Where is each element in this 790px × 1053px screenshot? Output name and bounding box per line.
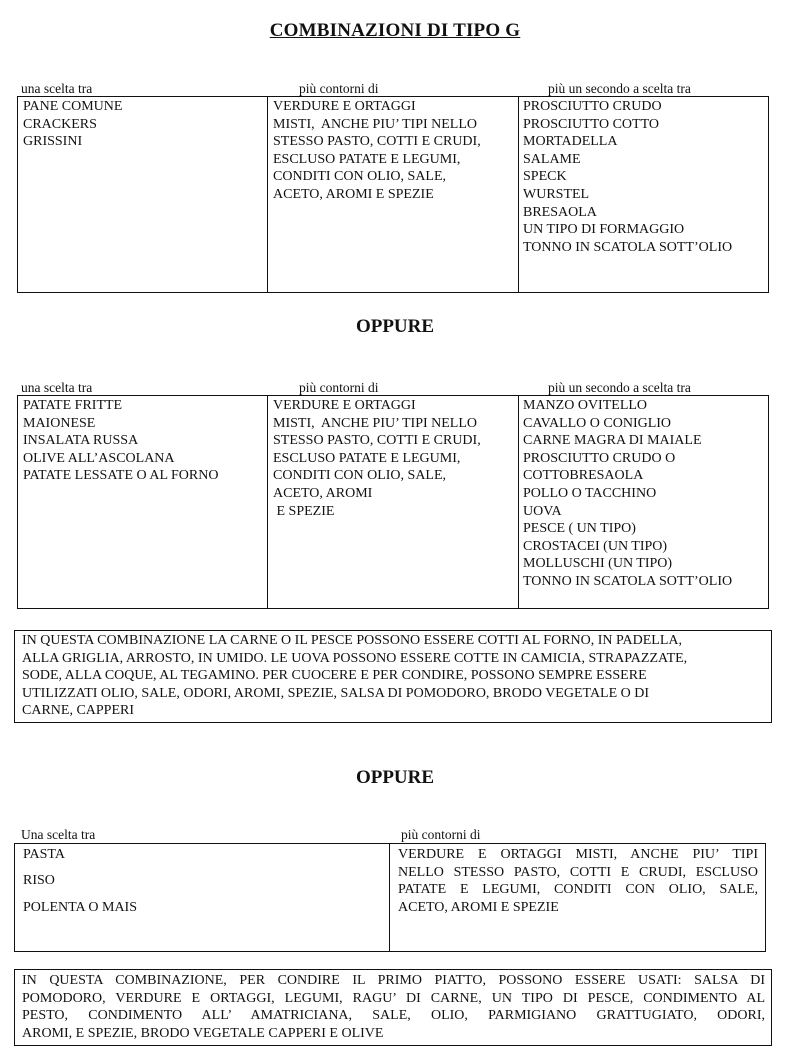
- list-item: COTTOBRESAOLA: [523, 468, 644, 484]
- oppure-heading-1: OPPURE: [355, 316, 435, 337]
- list-item: CRACKERS: [23, 116, 97, 132]
- list-item: MANZO OVITELLO: [523, 398, 648, 413]
- list-item: MAIONESE: [23, 415, 96, 431]
- note-line: IN QUESTA COMBINAZIONE, PER CONDIRE IL PRIMO PIATTO, POSSONO ESSERE USATI: SALSA DI: [22, 973, 765, 988]
- list-item: TONNO IN SCATOLA SOTT’OLIO: [523, 573, 733, 589]
- list-item: E SPEZIE: [273, 503, 335, 519]
- list-item: PROSCIUTTO CRUDO O: [523, 450, 676, 466]
- table1-col-sides: [273, 98, 481, 204]
- list-item: CAVALLO O CONIGLIO: [523, 415, 672, 431]
- list-item: OLIVE ALL’ASCOLANA: [23, 450, 175, 466]
- list-item: CONDITI CON OLIO, SALE,: [273, 169, 447, 185]
- list-item: PASTA: [23, 847, 65, 862]
- table2-col-choice: [23, 397, 218, 485]
- table1-col-second: [523, 98, 732, 256]
- list-item: CROSTACEI (UN TIPO): [523, 538, 668, 554]
- note-line: CARNE, CAPPERI: [22, 703, 135, 718]
- list-item: BRESAOLA: [523, 204, 597, 220]
- note-line: AROMI, E SPEZIE, BRODO VEGETALE CAPPERI E OLIVE: [22, 1025, 384, 1041]
- table2-header-sides: più contorni di: [299, 380, 379, 395]
- list-item: SPECK: [523, 169, 567, 185]
- note-2-text: [22, 972, 765, 1042]
- list-item: POLLO O TACCHINO: [523, 485, 657, 501]
- table3-header-sides: più contorni di: [401, 827, 481, 842]
- note-1-text: [22, 632, 767, 720]
- list-item: MOLLUSCHI (UN TIPO): [523, 556, 673, 572]
- list-item: ESCLUSO PATATE E LEGUMI,: [273, 450, 461, 466]
- table2-divider-2: [518, 395, 519, 609]
- table2-header-choice: una scelta tra: [21, 380, 93, 395]
- list-item: UN TIPO DI FORMAGGIO: [523, 222, 685, 238]
- list-item: STESSO PASTO, COTTI E CRUDI,: [273, 433, 481, 449]
- list-item: ACETO, AROMI E SPEZIE: [273, 186, 434, 202]
- table1-header-sides: più contorni di: [299, 81, 379, 96]
- list-item: RISO: [23, 873, 55, 888]
- list-item: MORTADELLA: [523, 134, 618, 150]
- list-item: VERDURE E ORTAGGI MISTI, ANCHE PIU’ TIPI: [398, 847, 758, 862]
- list-item: PATATE FRITTE: [23, 398, 123, 413]
- list-item: STESSO PASTO, COTTI E CRUDI,: [273, 134, 481, 150]
- table3-divider: [389, 843, 390, 952]
- list-item: WURSTEL: [523, 186, 590, 202]
- table2-col-second: [523, 397, 732, 591]
- note-line: SODE, ALLA COQUE, AL TEGAMINO. PER CUOCERE E PER CONDIRE, POSSONO SEMPRE ESSERE: [22, 668, 647, 683]
- table1-col-choice: [23, 98, 122, 151]
- table3-header-choice: Una scelta tra: [21, 827, 96, 842]
- oppure-heading-2: OPPURE: [355, 767, 435, 788]
- note-line: ALLA GRIGLIA, ARROSTO, IN UMIDO. LE UOVA POSSONO ESSERE COTTE IN CAMICIA, STRAPAZZATE,: [22, 650, 688, 666]
- note-line: UTILIZZATI OLIO, SALE, ODORI, AROMI, SPEZIE, SALSA DI POMODORO, BRODO VEGETALE O DI: [22, 685, 650, 701]
- table2-header-second: più un secondo a scelta tra: [548, 380, 691, 395]
- list-item: PESCE ( UN TIPO): [523, 521, 636, 537]
- table3-col-sides: [398, 846, 758, 916]
- list-item: PROSCIUTTO COTTO: [523, 116, 660, 132]
- list-item: NELLO STESSO PASTO, COTTI E CRUDI, ESCLUSO: [398, 864, 758, 880]
- list-item: CONDITI CON OLIO, SALE,: [273, 468, 447, 484]
- list-item: UOVA: [523, 503, 562, 519]
- list-item: SALAME: [523, 151, 581, 167]
- note-line: POMODORO, VERDURE E ORTAGGI, LEGUMI, RAGU’ DI CARNE, UN TIPO DI PESCE, CONDIMENTO AL: [22, 990, 765, 1006]
- list-item: TONNO IN SCATOLA SOTT’OLIO: [523, 239, 733, 255]
- list-item: ACETO, AROMI: [273, 485, 373, 501]
- table2-col-sides: [273, 397, 481, 520]
- table1-divider-2: [518, 96, 519, 293]
- table2-divider-1: [267, 395, 268, 609]
- list-item: ESCLUSO PATATE E LEGUMI,: [273, 151, 461, 167]
- table1-header-second: più un secondo a scelta tra: [548, 81, 691, 96]
- note-line: PESTO, CONDIMENTO ALL’ AMATRICIANA, SALE, OLIO, PARMIGIANO GRATTUGIATO, ODORI,: [22, 1008, 765, 1023]
- note-line: IN QUESTA COMBINAZIONE LA CARNE O IL PESCE POSSONO ESSERE COTTI AL FORNO, IN PADELLA,: [22, 633, 683, 648]
- list-item: PANE COMUNE: [23, 99, 123, 114]
- table1-header-choice: una scelta tra: [21, 81, 93, 96]
- list-item: POLENTA O MAIS: [23, 900, 137, 915]
- list-item: PROSCIUTTO CRUDO: [523, 99, 662, 114]
- list-item: PATATE LESSATE O AL FORNO: [23, 468, 219, 484]
- list-item: ACETO, AROMI E SPEZIE: [398, 899, 559, 915]
- page-title: COMBINAZIONI DI TIPO G: [269, 20, 521, 41]
- list-item: MISTI, ANCHE PIU’ TIPI NELLO: [273, 116, 478, 132]
- list-item: GRISSINI: [23, 134, 83, 150]
- list-item: PATATE E LEGUMI, CONDITI CON OLIO, SALE,: [398, 882, 758, 897]
- list-item: VERDURE E ORTAGGI: [273, 99, 416, 114]
- table1-divider-1: [267, 96, 268, 293]
- list-item: MISTI, ANCHE PIU’ TIPI NELLO: [273, 415, 478, 431]
- list-item: VERDURE E ORTAGGI: [273, 398, 416, 413]
- list-item: INSALATA RUSSA: [23, 433, 139, 449]
- list-item: CARNE MAGRA DI MAIALE: [523, 433, 702, 449]
